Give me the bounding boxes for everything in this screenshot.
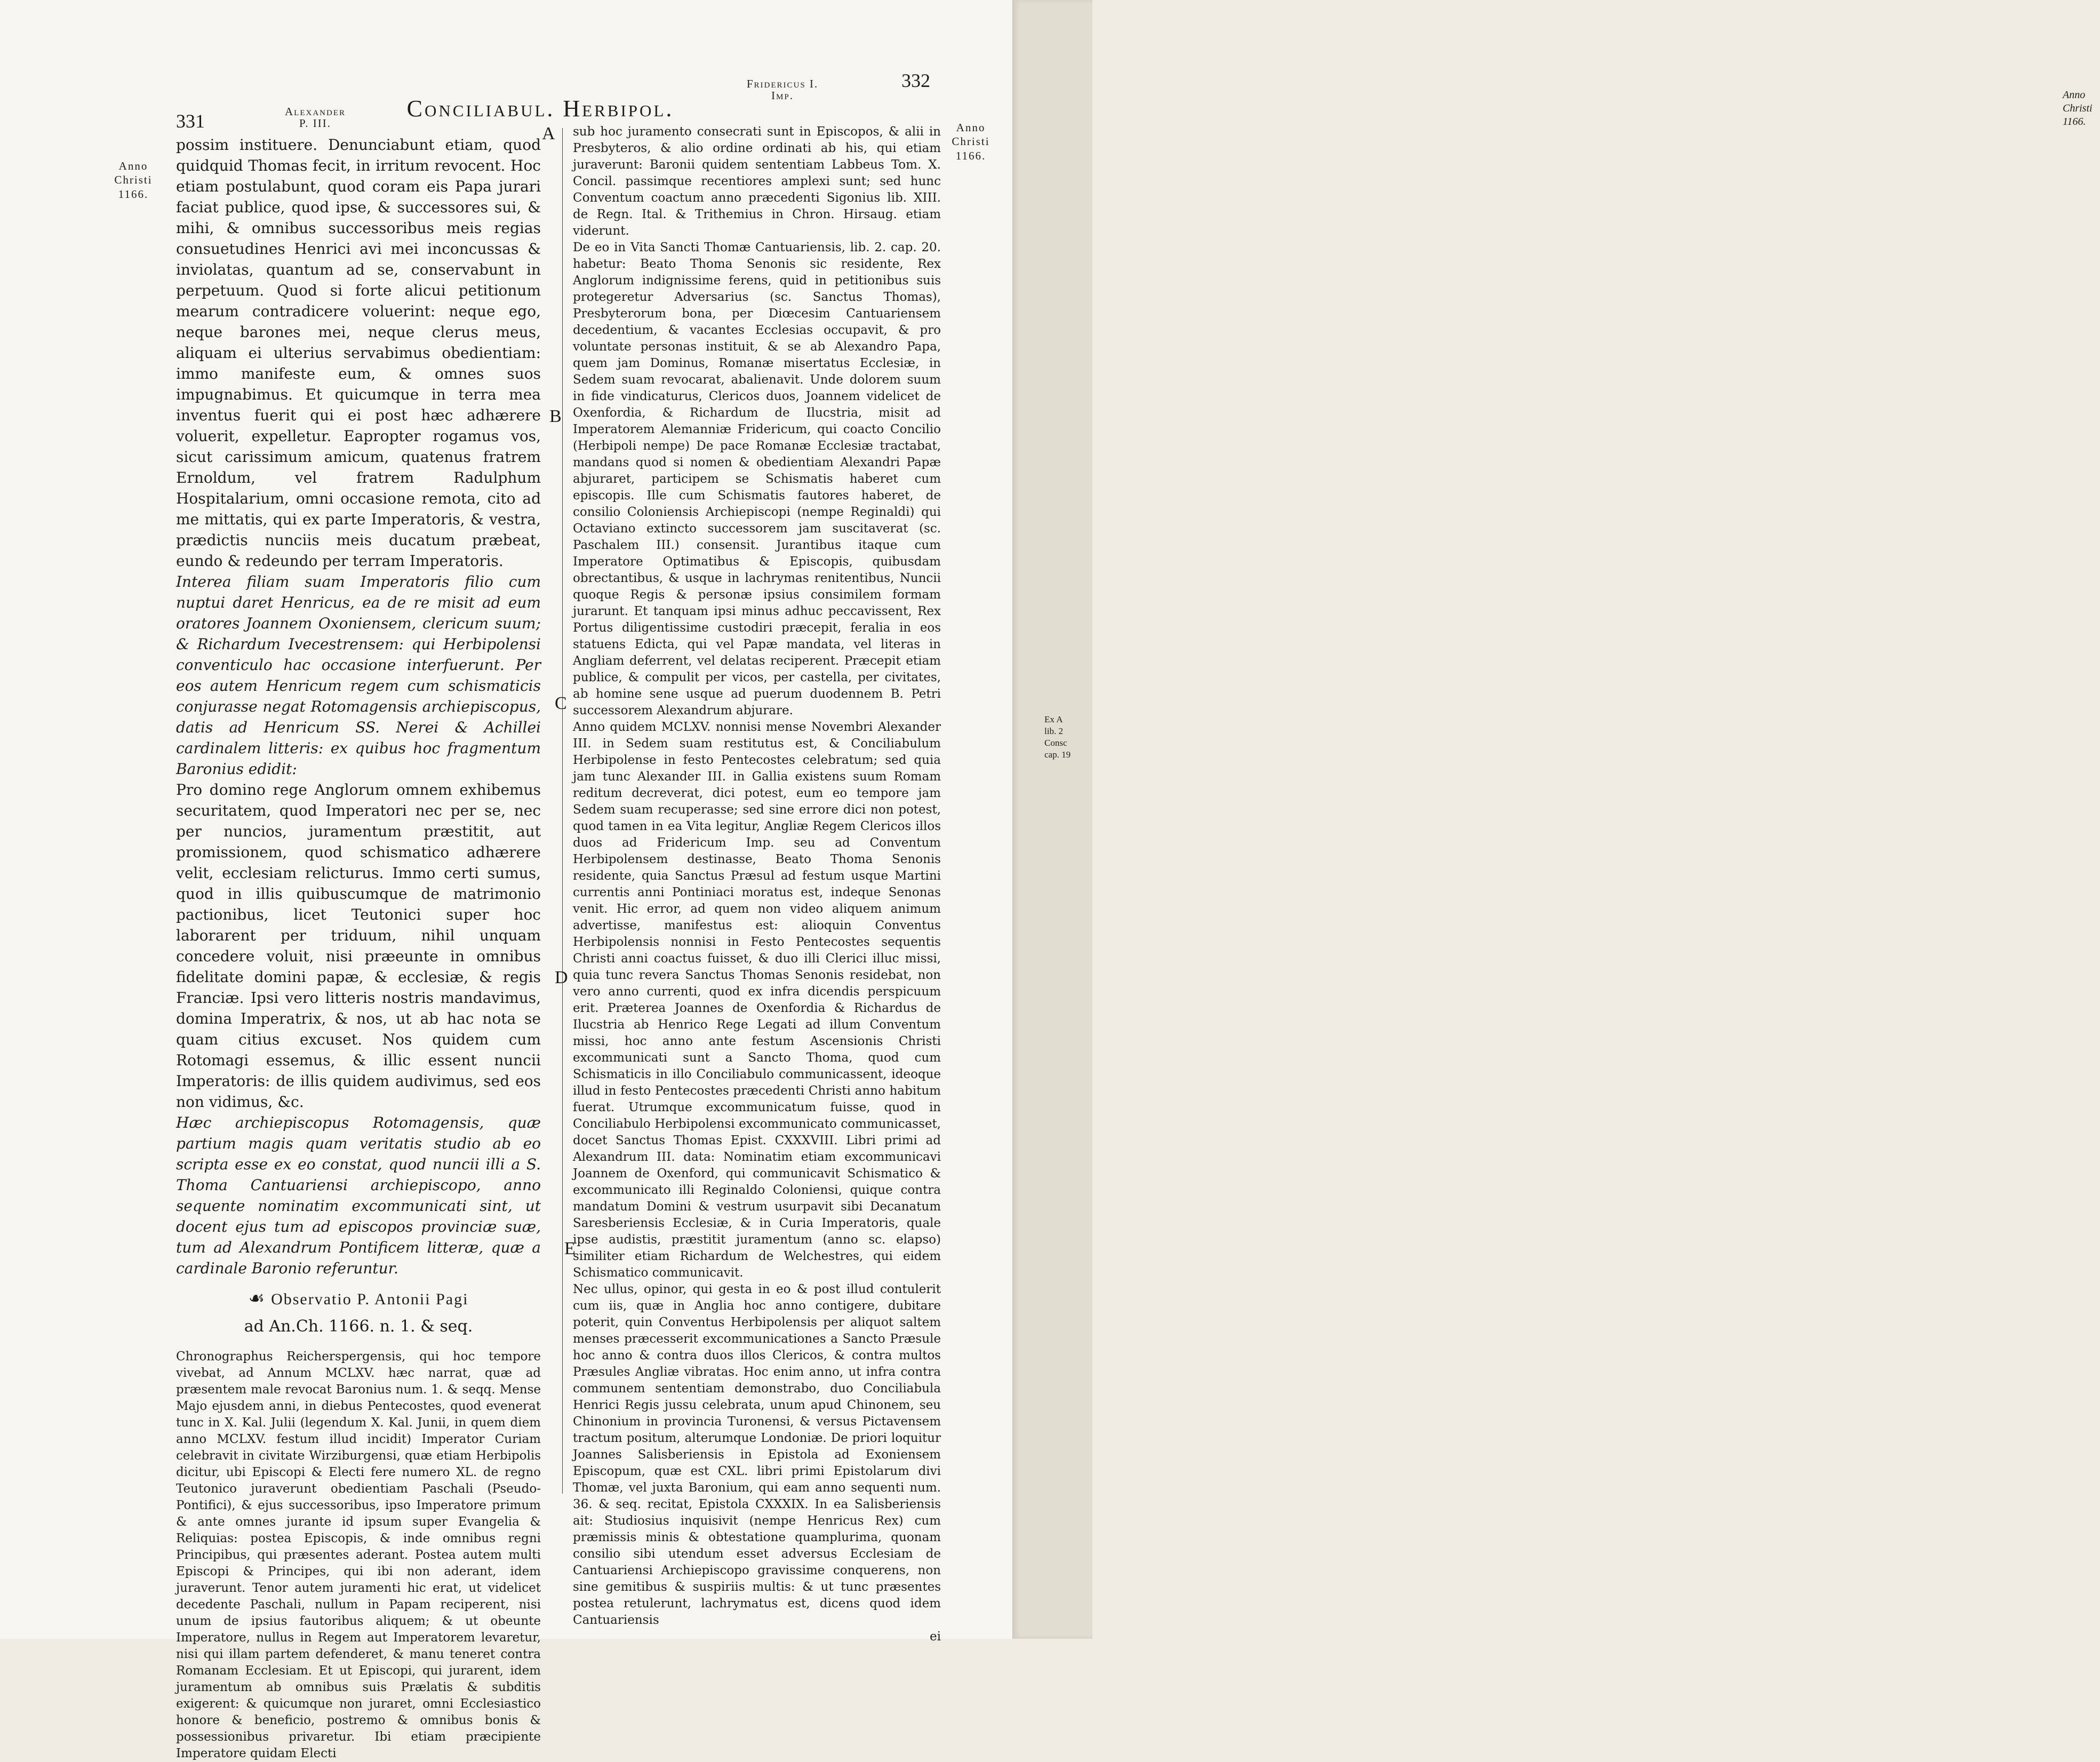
margin-year-left-line: Christi xyxy=(114,173,153,187)
margin-year-right-line: Anno xyxy=(956,121,986,134)
right-paragraph: De eo in Vita Sancti Thomæ Cantuariensis, lib. 2. cap. 20. habetur: Beato Thoma Senonis sic residente, Rex Anglorum indignissime ferens, quid in petitionibus suis protegeretur Adversarius (sc. Sanctus Thomas), Presbyterorum bona, per Diœcesim Cantuariensem decedentium, & vacantes Ecclesias occupavit, & pro voluntate personas instituit, & se ab Alexandro Papa, quem jam Dominus, Romanæ misertatus Ecclesiæ, in Sedem suam revocarat, abalienavit. Unde dolorem suum in fide vindicaturus, Clericos duos, Joannem videlicet de Oxenfordia, & Richardum de Ilucstria, misit ad Imperatorem Alemanniæ Fridericum, qui coacto Concilio (Herbipoli nempe) De pace Romanæ Ecclesiæ tractabat, mandans quod si nomen & obedientiam Alexandri Papæ abjuraret, participem se Schismatis haberet cum episcopis. Ille cum Schismatis fautores haberet, de consilio Coloniensis Archiepiscopi (nempe Reginaldi) qui Octaviano extincto successorem jam suscitaverat (sc. Paschalem III.) consensit. Jurantibus itaque cum Imperatore Optimatibus & Episcopis, quibusdam obrectantibus, & usque in lachrymas renitentibus, Nuncii quoque Regis & personæ ipsius consimilem formam jurarunt. Et tanquam ipsi minus adhuc peccavissent, Rex Portus diligentissime custodiri præcepit, feralia in eos statuens Edicta, qui vel Papæ mandata, vel literas in Angliam deferrent, vel delatas reciperent. Præcepit etiam publice, & compulit per vicos, per castella, per civitates, ab homine sene usque ad puerum duodennem B. Petri successorem Alexandrum abjurare. xyxy=(573,241,941,717)
side-note-line: Ex A xyxy=(1044,714,1063,724)
side-note-line: lib. 2 xyxy=(1044,726,1063,736)
observatio-heading xyxy=(176,1288,541,1310)
right-paragraph: sub hoc juramento consecrati sunt in Episcopos, & alii in Presbyteros, & alio ordine ordinati ab his, qui etiam juraverunt: Baronii quidem sententiam Labbeus Tom. X. Concil. passimque recentiores amplexi sunt; sed hunc Conventum coactum anno præcedenti Sigonius lib. XIII. de Regn. Ital. & Trithemius in Chron. Hirsaug. etiam viderunt. xyxy=(573,125,941,238)
margin-year-right-line: 1166. xyxy=(955,149,986,162)
left-paragraph-quote: Pro domino rege Anglorum omnem exhibemus securitatem, quod Imperatori nec per se, nec per nuncios, juramentum præstitit, aut promissionem, quod schismatico adhærere velit, ecclesiam relicturus. Immo certi sumus, quod in illis quibuscumque de matrimonio pactionibus, licet Teutonici super hoc laborarent per triduum, nihil unquam concedere voluit, nisi præeunte in omnibus fidelitate domini papæ, & ecclesiæ, & regis Franciæ. Ipsi vero litteris nostris mandavimus, domina Imperatrix, & nos, ut ab hac nota se quam citius excuset. Nos quidem cum Rotomagi essemus, & illic essent nuncii Imperatoris: de illis quidem audivimus, sed eos non vidimus, &c. xyxy=(176,781,541,1111)
running-head-left-name: Alexander xyxy=(285,105,346,118)
next-page-edge xyxy=(1013,0,2093,1639)
margin-year-right xyxy=(939,121,1003,163)
column-letter-b: B xyxy=(549,406,562,426)
next-page-year-line: Anno xyxy=(2063,89,2086,101)
column-divider xyxy=(562,128,563,1494)
right-paragraph: Anno quidem MCLXV. nonnisi mense Novembri Alexander III. in Sedem suam restitutus est, & Conciliabulum Herbipolense in festo Pentecostes celebratum; sed quia jam tunc Alexander III. in Gallia existens suum Romam reditum decreverat, dici potest, eum eo tempore jam Sedem suam recuperasse; sed sine errore dici non potest, quod tamen in ea Vita legitur, Angliæ Regem Clericos illos duos ad Fridericum Imp. seu ad Conventum Herbipolensem destinasse, Beato Thoma Senonis residente, quia Sanctus Præsul ad festum usque Martini currentis anni Pontiniaci moratus est, indeque Senonas venit. Hic error, ad quem non video aliquem animum advertisse, manifestus est: alioquin Conventus Herbipolensis nonnisi in Festo Pentecostes sequentis Christi anni coactus fuisset, & duo illi Clerici illuc missi, quia tunc revera Sanctus Thomas Senonis residebat, non vero anno currenti, quod ex infra dicendis perspicuum erit. Præterea Joannes de Oxenfordia & Richardus de Ilucstria ab Henrico Rege Legati ad illum Conventum missi, hoc anno ante festum Ascensionis Christi excommunicati sunt a Sancto Thoma, quod cum Schismaticis in illo Conciliabulo communicassent, ideoque illud in festo Pentecostes præcedenti Christi anno habitum fuerat. Utrumque excommunicatum fuisse, quod in Conciliabulo Herbipolensi excommunicato communicasset, docet Sanctus Thomas Epist. CXXXVIII. Libri primi ad Alexandrum III. data: Nominatim etiam excommunicavi Joannem de Oxenford, qui communicavit Schismatico & excommunicato illi Reginaldo Coloniensi, quique contra mandatum Domini & vestrum usurpavit sibi Decanatum Saresberiensis Ecclesiæ, & in Curia Imperatoris, quale ipse audistis, præstitit juramentum (anno sc. elapso) similiter etiam Richardum de Welchestres, qui eidem Schismatico communicavit. xyxy=(573,720,941,1280)
fleuron-icon: ☙ xyxy=(248,1289,266,1309)
running-head-right xyxy=(732,78,833,101)
observatio-title: Observatio P. Antonii Pagi xyxy=(271,1290,469,1308)
page-title: Conciliabul. Herbipol. xyxy=(406,95,674,122)
margin-year-left-line: Anno xyxy=(118,160,148,172)
left-paragraph-italic: Hæc archiepiscopus Rotomagensis, quæ partium magis quam veritatis studio ab eo scripta esse ex eo constat, quod nuncii illi a S. Thoma Cantuariensi archiepiscopo, anno sequente nominatim excommunicati sint, ut docent ejus tum ad episcopos provinciæ suæ, tum ad Alexandrum Pontificem litteræ, quæ a cardinale Baronio referuntur. xyxy=(176,1114,541,1277)
running-head-right-sub: Imp. xyxy=(771,89,794,102)
running-head-left xyxy=(265,106,366,129)
column-letter-d: D xyxy=(555,968,568,987)
left-paragraph-italic: Interea filiam suam Imperatoris filio cum nuptui daret Henricus, ea de re misit ad eum oratores Joannem Oxoniensem, clericum suum; & Richardum Ivecestrensem: qui Herbipolensi conventiculo hac occasione interfuerunt. Per eos autem Henricum regem cum schismaticis conjurasse negat Rotomagensis archiepiscopus, datis ad Henricum SS. Nerei & Achillei cardinalem litteris: ex quibus hoc fragmentum Baronius edidit: xyxy=(176,573,541,778)
column-letter-c: C xyxy=(555,693,567,713)
left-column xyxy=(176,134,541,1762)
column-letter-e: E xyxy=(564,1239,576,1258)
page-number-right: 332 xyxy=(901,70,930,91)
next-page-side-note xyxy=(1044,714,1090,761)
margin-year-left xyxy=(101,159,165,201)
next-page-year xyxy=(2063,89,2100,129)
running-head-left-sub: P. III. xyxy=(299,117,332,130)
page-number-left: 331 xyxy=(176,110,205,132)
margin-year-right-line: Christi xyxy=(952,135,990,148)
right-paragraph: Nec ullus, opinor, qui gesta in eo & post illud contulerit cum iis, quæ in Anglia hoc anno contigere, dubitare poterit, quin Conventus Herbipolensis per aliquot saltem menses præcesserit excommunicationes a Sancto Præsule hoc anno & contra duos illos Clericos, & contra multos Præsules Angliæ vibratas. Hoc enim anno, ut infra contra communem sententiam demonstrabo, duo Conciliabula Henrici Regis jussu celebrata, unum apud Chinonem, seu Chinonium in provincia Turonensi, & versus Pictavensem tractum positum, alterumque Londoniæ. De priori loquitur Joannes Salisberiensis in Epistola ad Exoniensem Episcopum, quæ est CXL. libri primi Epistolarum divi Thomæ, vel juxta Baronium, qui eam anno sequenti num. 36. & seq. recitat, Epistola CXXXIX. In ea Salisberiensis ait: Studiosius inquisivit (nempe Henricus Rex) cum præmissis minis & obtestatione quamplurima, quonam consilio sibi utendum esset adversus Ecclesiam de Cantuariensi Archiepiscopo gravissime conquerens, non sine gemitibus & suspiriis multis: & ut tunc præsentes postea retulerunt, lachrymatus est, dicens quod idem Cantuariensis xyxy=(573,1282,941,1627)
side-note-line: Consc xyxy=(1044,738,1067,748)
side-note-line: cap. 19 xyxy=(1044,750,1071,760)
margin-year-left-line: 1166. xyxy=(118,187,149,201)
book-page xyxy=(0,0,1013,1760)
running-head-right-name: Fridericus I. xyxy=(746,77,819,90)
next-page-year-line: 1166. xyxy=(2063,116,2086,127)
left-paragraph-letter: possim instituere. Denunciabunt etiam, quod quidquid Thomas fecit, in irritum revocent. Hoc etiam postulabunt, quod coram eis Papa jurari faciat publice, quod ipse, & successores sui, & mihi, & omnibus successoribus meis regias consuetudines Henrici avi mei inconcussas & inviolatas, quantum ad se, conservabunt in perpetuum. Quod si forte alicui petitionum mearum contradicere voluerint: neque ego, neque barones mei, neque clerus meus, aliquam ei ulterius servabimus obedientiam: immo manifeste eum, & omnes suos impugnabimus. Et quicumque in terra mea inventus fuerit qui ei post hæc adhærere voluerit, expelletur. Eapropter rogamus vos, sicut carissimum amicum, quatenus fratrem Ernoldum, vel fratrem Radulphum Hospitalarium, omni occasione remota, cito ad me mittatis, qui ex parte Imperatoris, & vestra, prædictis nunciis meis ducatum præbeat, eundo & redeundo per terram Imperatoris. xyxy=(176,136,541,570)
observatio-subtitle: ad An.Ch. 1166. n. 1. & seq. xyxy=(244,1317,473,1336)
next-page-year-line: Christi xyxy=(2063,102,2093,114)
catchword: ei xyxy=(930,1630,941,1644)
right-column xyxy=(573,124,941,1645)
column-letter-a: A xyxy=(542,124,555,143)
left-paragraph-observatio: Chronographus Reicherspergensis, qui hoc tempore vivebat, ad Annum MCLXV. hæc narrat, quæ ad præsentem male revocat Baronius num. 1. & seqq. Mense Majo ejusdem anni, in diebus Pentecostes, quod evenerat tunc in X. Kal. Julii (legendum X. Kal. Junii, in quem diem anno MCLXV. festum illud incidit) Imperator Curiam celebravit in civitate Wirziburgensi, quæ etiam Herbipolis dicitur, ubi Episcopi & Electi fere numero XL. de regno Teutonico juraverunt obedientiam Paschali (Pseudo-Pontifici), & ejus successoribus, ipso Imperatore primum & ante omnes jurante id ipsum super Evangelia & Reliquias: postea Episcopis, & inde omnibus regni Principibus, qui præsentes aderant. Postea autem multi Episcopi & Principes, qui ibi non aderant, idem juraverunt. Tenor autem juramenti hic erat, ut videlicet decedente Paschali, nullum in Papam reciperent, nisi unum de ipsius fautoribus aliquem; & ut obeunte Imperatore, nullus in Regem aut Imperatorem levaretur, nisi qui illam partem defenderet, & manu teneret contra Romanam Ecclesiam. Et ut Episcopi, qui jurarent, idem juramentum ab omnibus suis Prælatis & subditis exigerent: & quicumque non juraret, omni Ecclesiastico honore & beneficio, postremo & omnibus bonis & possessionibus privaretur. Ibi etiam præcipiente Imperatore quidam Electi xyxy=(176,1350,541,1760)
